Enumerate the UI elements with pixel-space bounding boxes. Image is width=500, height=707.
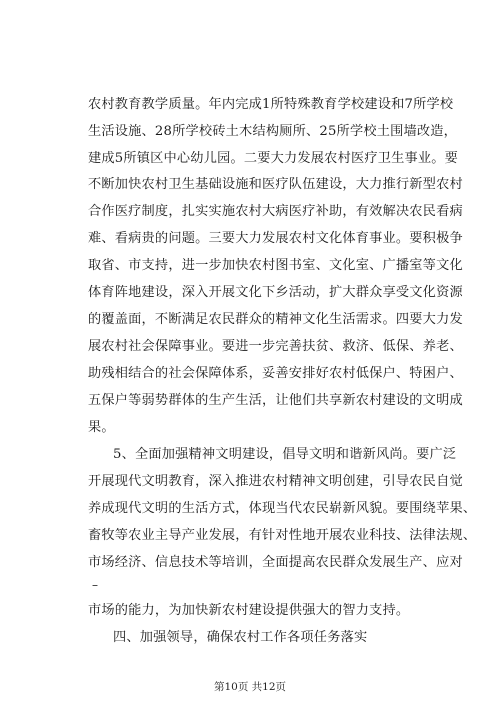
body-line-4: 不断加快农村卫生基础设施和医疗队伍建设，大力推行新型农村 bbox=[88, 177, 463, 192]
page-number-footer: 第10页 共12页 bbox=[213, 681, 287, 693]
body-line-1: 农村教育教学质量。年内完成1所特殊教育学校建设和7所学校 bbox=[88, 97, 454, 112]
body-line-5: 合作医疗制度，扎实实施农村大病医疗补助，有效解决农民看病 bbox=[88, 204, 463, 219]
page-break-dash: – bbox=[92, 578, 98, 592]
body-line-3: 建成5所镇区中心幼儿园。二要大力发展农村医疗卫生事业。要 bbox=[88, 151, 459, 166]
body-line-19: 市场的能力，为加快新农村建设提供强大的智力支持。 bbox=[88, 603, 410, 618]
body-line-2: 生活设施、28所学校砖土木结构厕所、25所学校土围墙改造， bbox=[88, 124, 458, 139]
section-heading: 四、加强领导，确保农村工作各项任务落实 bbox=[113, 630, 368, 645]
body-line-16: 养成现代文明的生活方式，体现当代农民崭新风貌。要围绕苹果、 bbox=[88, 501, 477, 516]
body-line-12: 五保户等弱势群体的生产生活，让他们共享新农村建设的文明成 bbox=[88, 393, 463, 408]
body-line-9: 的覆盖面，不断满足农民群众的精神文化生活需求。四要大力发 bbox=[88, 312, 463, 327]
body-line-8: 体育阵地建设，深入开展文化下乡活动，扩大群众享受文化资源 bbox=[88, 285, 463, 300]
body-line-7: 取省、市支持，进一步加快农村图书室、文化室、广播室等文化 bbox=[88, 258, 463, 273]
body-line-15: 开展现代文明教育，深入推进农村精神文明创建，引导农民自觉 bbox=[88, 474, 463, 489]
paragraph-5-first-line: 5、全面加强精神文明建设，倡导文明和谐新风尚。要广泛 bbox=[113, 447, 457, 462]
body-line-17: 畜牧等农业主导产业发展，有针对性地开展农业科技、法律法规、 bbox=[88, 528, 477, 543]
body-line-11: 助残相结合的社会保障体系，妥善安排好农村低保户、特困户、 bbox=[88, 366, 463, 381]
body-line-13: 果。 bbox=[88, 420, 115, 435]
body-line-10: 展农村社会保障事业。要进一步完善扶贫、救济、低保、养老、 bbox=[88, 339, 463, 354]
body-line-18: 市场经济、信息技术等培训，全面提高农民群众发展生产、应对 bbox=[88, 555, 463, 570]
body-line-6: 难、看病贵的问题。三要大力发展农村文化体育事业。要积极争 bbox=[88, 231, 463, 246]
